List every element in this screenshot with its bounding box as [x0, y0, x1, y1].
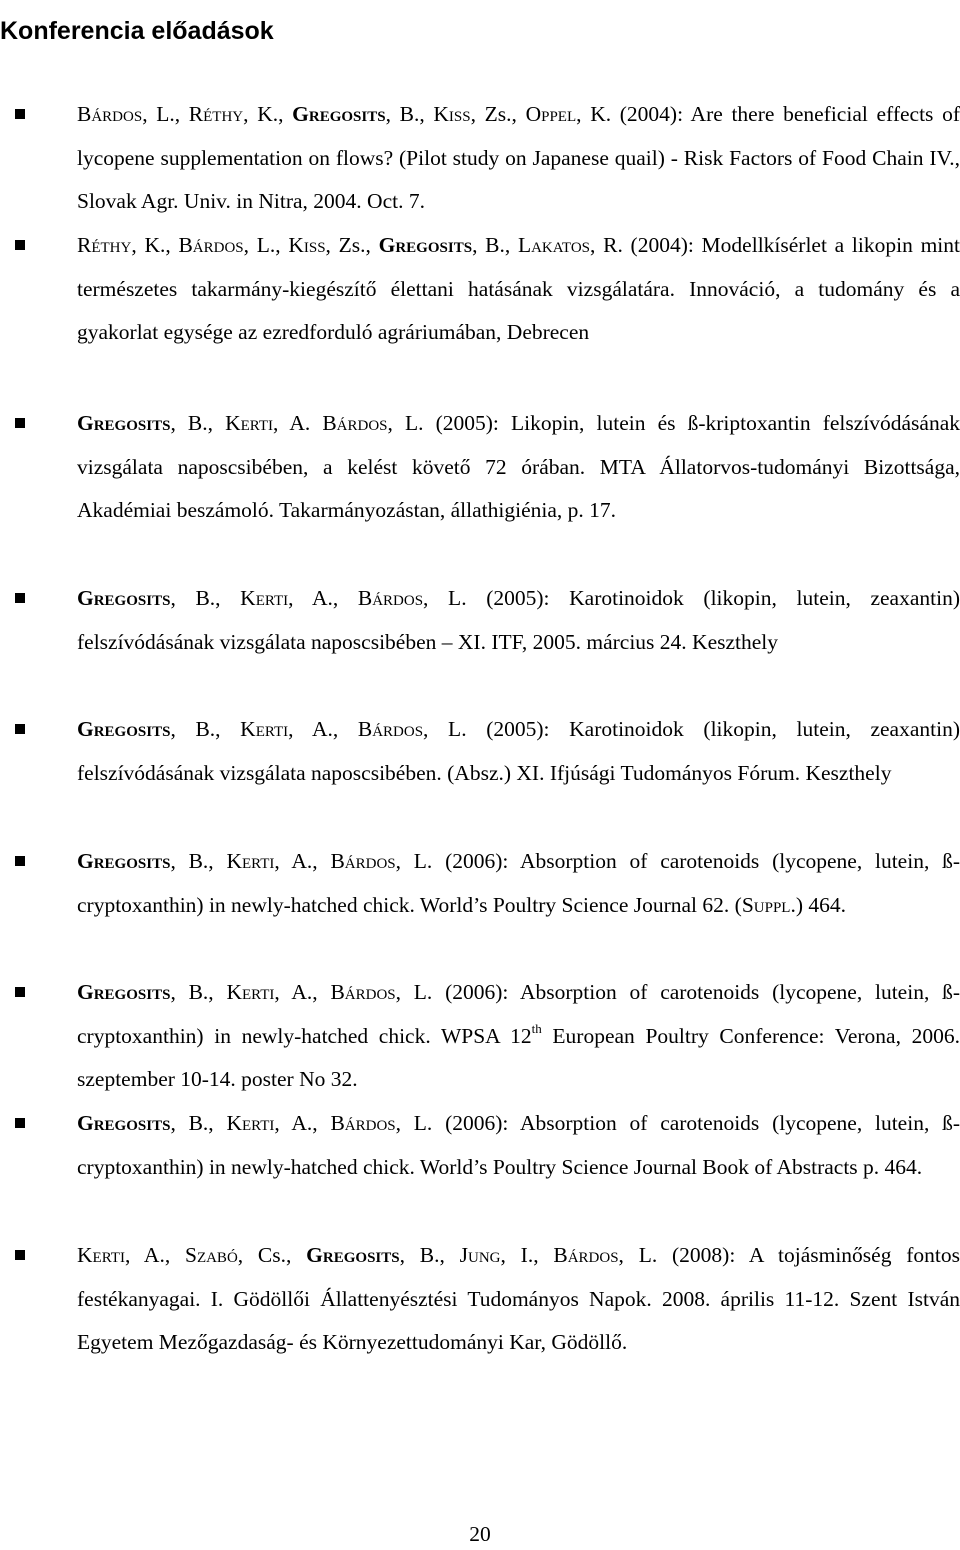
reference-text: (2005): Likopin, lutein és ß-kriptoxantin felszívódásának vizsgálata naposcsibében, a kelést követő 72 órában. MTA Állatorvos-tudományi Bizottsága, Akadémiai beszámoló. Takarmányozástan, állathigiénia, p. 17.	[77, 411, 960, 523]
author-name: Lakatos	[517, 233, 591, 257]
author-name-bold: Gregosits	[77, 586, 171, 610]
author-name: Bárdos	[553, 1243, 619, 1267]
bullet-icon	[15, 987, 25, 997]
reference-text: (2006): Absorption of carotenoids (lycopene, lutein, ß-cryptoxanthin) in newly-hatched chick. World’s Poultry Science Journal 62. (	[77, 849, 960, 917]
reference-text: (2006): Absorption of carotenoids (lycopene, lutein, ß-cryptoxanthin) in newly-hatched chick. World’s Poultry Science Journal Book of Abstracts p. 464.	[77, 1111, 960, 1179]
author-name: Kerti	[77, 1243, 125, 1267]
author-name-bold: Gregosits	[77, 1111, 171, 1135]
author-name: Jung	[459, 1243, 501, 1267]
author-name-bold: Gregosits	[77, 717, 171, 741]
ordinal-superscript: th	[531, 1020, 542, 1036]
reference-item: Gregosits, B., Kerti, A., Bárdos, L. (2005): Karotinoidok (likopin, lutein, zeaxantin) felszívódásának vizsgálata naposcsibében – XI. ITF, 2005. március 24. Keszthely	[77, 577, 960, 664]
author-name-bold: Gregosits	[77, 411, 171, 435]
author-name-bold: Gregosits	[77, 849, 171, 873]
reference-text: (2006): Absorption of carotenoids (lycopene, lutein, ß-cryptoxanthin) in newly-hatched chick. WPSA 12	[77, 980, 960, 1048]
author-name: Kerti	[240, 586, 289, 610]
page-heading: Konferencia előadások	[0, 16, 274, 45]
author-name: Bárdos	[178, 233, 244, 257]
author-name: Szabó	[184, 1243, 238, 1267]
reference-item: Kerti, A., Szabó, Cs., Gregosits, B., Jung, I., Bárdos, L. (2008): A tojásminőség fontos festékanyagai. I. Gödöllői Állattenyésztési Tudományos Napok. 2008. április 11-12. Szent István Egyetem Mezőgazdaság- és Környezettudományi Kar, Gödöllő.	[77, 1234, 960, 1365]
bullet-icon	[15, 593, 25, 603]
reference-item: Gregosits, B., Kerti, A., Bárdos, L. (2006): Absorption of carotenoids (lycopene, lutein, ß-cryptoxanthin) in newly-hatched chick. World’s Poultry Science Journal Book of Abstracts p. 464.	[77, 1102, 960, 1189]
author-name-bold: Gregosits	[378, 233, 473, 257]
author-name: Bárdos	[330, 849, 396, 873]
supplement-label: Suppl.	[741, 892, 796, 917]
author-name: Bárdos	[330, 980, 396, 1004]
author-name: Kerti	[240, 717, 289, 741]
reference-item: Gregosits, B., Kerti, A., Bárdos, L. (2006): Absorption of carotenoids (lycopene, lutein, ß-cryptoxanthin) in newly-hatched chick. WPSA 12th European Poultry Conference: Verona, 2006. szeptember 10-14. poster No 32.	[77, 971, 960, 1102]
author-name: Bárdos	[330, 1111, 396, 1135]
reference-text: (2005): Karotinoidok (likopin, lutein, zeaxantin) felszívódásának vizsgálata naposcsibében – XI. ITF, 2005. március 24. Keszthely	[77, 586, 960, 654]
reference-item: Gregosits, B., Kerti, A., Bárdos, L. (2006): Absorption of carotenoids (lycopene, lutein, ß-cryptoxanthin) in newly-hatched chick. World’s Poultry Science Journal 62. (Suppl.) 464.	[77, 840, 960, 927]
reference-item: Réthy, K., Bárdos, L., Kiss, Zs., Gregosits, B., Lakatos, R. (2004): Modellkísérlet a likopin mint természetes takarmány-kiegészítő élettani hatásának vizsgálatára. Innováció, a tudomány és a gyakorlat egysége az ezredforduló agráriumában, Debrecen	[77, 224, 960, 355]
bullet-icon	[15, 724, 25, 734]
reference-item: Bárdos, L., Réthy, K., Gregosits, B., Kiss, Zs., Oppel, K. (2004): Are there beneficial effects of lycopene supplementation on flows? (Pilot study on Japanese quail) - Risk Factors of Food Chain IV., Slovak Agr. Univ. in Nitra, 2004. Oct. 7.	[77, 93, 960, 224]
reference-text: (2004): Modellkísérlet a likopin mint természetes takarmány-kiegészítő élettani hatásának vizsgálatára. Innováció, a tudomány és a gyakorlat egysége az ezredforduló agráriumában, Debrecen	[77, 233, 960, 345]
author-name: Kerti	[225, 411, 274, 435]
bullet-icon	[15, 109, 25, 119]
author-name: Oppel	[525, 102, 577, 126]
bullet-icon	[15, 1118, 25, 1128]
bullet-icon	[15, 240, 25, 250]
author-name: Bárdos	[77, 102, 143, 126]
reference-item: Gregosits, B., Kerti, A., Bárdos, L. (2005): Karotinoidok (likopin, lutein, zeaxantin) felszívódásának vizsgálata naposcsibében. (Absz.) XI. Ifjúsági Tudományos Fórum. Keszthely	[77, 708, 960, 795]
author-name: Kiss	[433, 102, 471, 126]
bullet-icon	[15, 856, 25, 866]
reference-item: Gregosits, B., Kerti, A. Bárdos, L. (2005): Likopin, lutein és ß-kriptoxantin felszívódásának vizsgálata naposcsibében, a kelést követő 72 órában. MTA Állatorvos-tudományi Bizottsága, Akadémiai beszámoló. Takarmányozástan, állathigiénia, p. 17.	[77, 402, 960, 533]
author-name: Kerti	[226, 849, 275, 873]
reference-text: (2004): Are there beneficial effects of lycopene supplementation on flows? (Pilot study on Japanese quail) - Risk Factors of Food Chain IV., Slovak Agr. Univ. in Nitra, 2004. Oct. 7.	[77, 102, 960, 214]
author-name-bold: Gregosits	[77, 980, 171, 1004]
author-name-bold: Gregosits	[306, 1243, 400, 1267]
author-name: Kerti	[226, 1111, 275, 1135]
bullet-icon	[15, 1250, 25, 1260]
author-name: Bárdos	[322, 411, 388, 435]
author-name: Réthy	[77, 233, 132, 257]
reference-text: (2005): Karotinoidok (likopin, lutein, zeaxantin) felszívódásának vizsgálata naposcsibében. (Absz.) XI. Ifjúsági Tudományos Fórum. Keszthely	[77, 717, 960, 785]
page-number: 20	[469, 1522, 491, 1546]
author-name: Kerti	[226, 980, 275, 1004]
author-name: Bárdos	[357, 586, 424, 610]
author-name: Bárdos	[357, 717, 424, 741]
author-name-bold: Gregosits	[292, 102, 386, 126]
reference-text: (2008): A tojásminőség fontos festékanyagai. I. Gödöllői Állattenyésztési Tudományos Napok. 2008. április 11-12. Szent István Egyetem Mezőgazdaság- és Környezettudományi Kar, Gödöllő.	[77, 1243, 960, 1355]
author-name: Réthy	[188, 102, 244, 126]
author-name: Kiss	[288, 233, 326, 257]
bullet-icon	[15, 418, 25, 428]
